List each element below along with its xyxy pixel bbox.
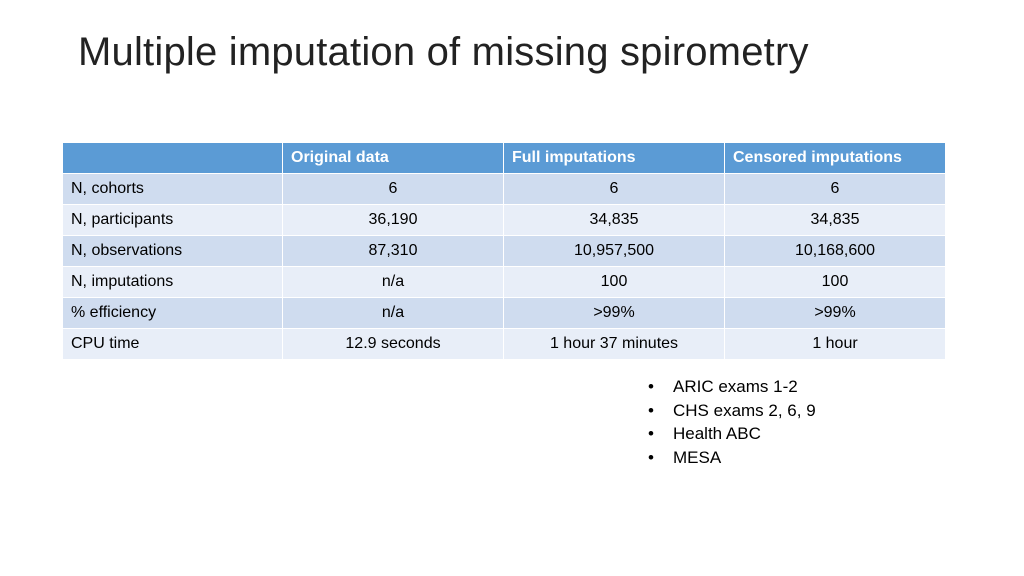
list-item-label: CHS exams 2, 6, 9	[673, 400, 816, 420]
table-row	[63, 298, 946, 329]
header-cell-original-data: Original data	[283, 143, 504, 174]
table-cell: >99%	[725, 298, 946, 329]
table-cell: 12.9 seconds	[283, 329, 504, 360]
table-cell: 1 hour 37 minutes	[504, 329, 725, 360]
table-cell: 10,168,600	[725, 236, 946, 267]
table-cell: 36,190	[283, 205, 504, 236]
table-cell: 87,310	[283, 236, 504, 267]
row-label: N, participants	[63, 205, 283, 236]
table-row	[63, 267, 946, 298]
list-item	[648, 446, 816, 470]
cohort-list	[648, 375, 816, 469]
row-label: N, observations	[63, 236, 283, 267]
list-item	[648, 375, 816, 399]
slide-title: Multiple imputation of missing spirometry	[78, 30, 809, 74]
list-item	[648, 399, 816, 423]
table-cell: 1 hour	[725, 329, 946, 360]
table-row	[63, 236, 946, 267]
table-header-row	[63, 143, 946, 174]
table-cell: 6	[504, 174, 725, 205]
table-cell: 100	[725, 267, 946, 298]
bullet-icon: •	[648, 400, 654, 420]
table-row	[63, 329, 946, 360]
row-label: % efficiency	[63, 298, 283, 329]
table-cell: >99%	[504, 298, 725, 329]
table-cell: 6	[725, 174, 946, 205]
table-cell: 100	[504, 267, 725, 298]
table-cell: 6	[283, 174, 504, 205]
table-cell: 34,835	[725, 205, 946, 236]
table-row	[63, 174, 946, 205]
table-cell: 10,957,500	[504, 236, 725, 267]
list-item-label: ARIC exams 1-2	[673, 377, 798, 396]
list-item-label: Health ABC	[673, 424, 761, 443]
bullet-icon: •	[648, 424, 654, 443]
list-item-label: MESA	[673, 447, 722, 467]
header-cell-full-imputations: Full imputations	[504, 143, 725, 174]
header-cell-censored-imputations: Censored imputations	[725, 143, 946, 174]
list-item	[648, 422, 816, 446]
summary-table	[62, 142, 946, 360]
table-cell: n/a	[283, 267, 504, 298]
row-label: CPU time	[63, 329, 283, 360]
bullet-icon: •	[648, 447, 654, 467]
header-cell-blank	[63, 143, 283, 174]
table-cell: 34,835	[504, 205, 725, 236]
row-label: N, cohorts	[63, 174, 283, 205]
table-row	[63, 205, 946, 236]
bullet-icon: •	[648, 377, 654, 396]
table-cell: n/a	[283, 298, 504, 329]
row-label: N, imputations	[63, 267, 283, 298]
